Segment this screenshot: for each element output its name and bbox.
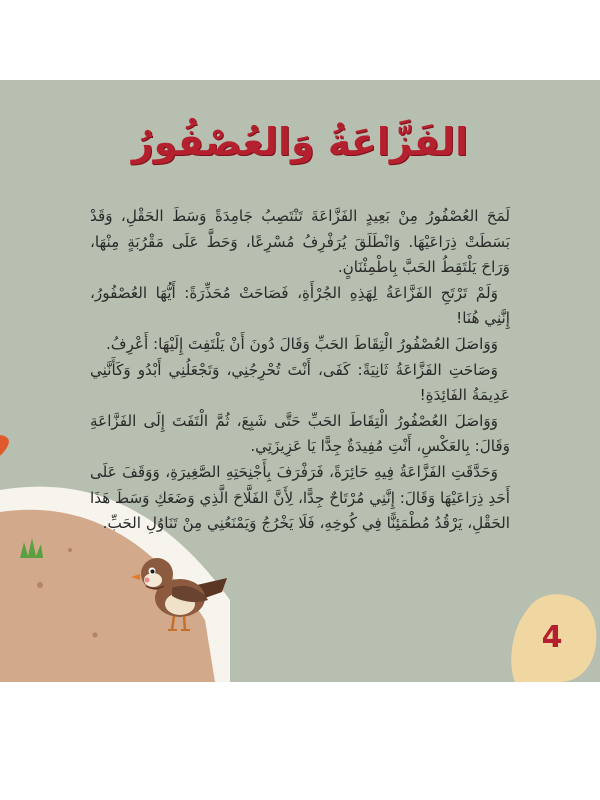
page-number: 4 <box>541 620 563 655</box>
flower-petal-icon <box>0 435 9 455</box>
page-title: الفَزَّاعَةُ وَالعُصْفُورُ <box>131 120 469 164</box>
story-paragraph-5: وَوَاصَلَ العُصْفُورُ الْتِقَاطَ الحَبِّ حَتَّى شَبِعَ، ثُمَّ الْتَفَتَ إِلَى الفَزَّاعَةِ وَقَالَ: بِالعَكْسِ، أَنْتِ مُفِيدَةٌ جِدًّا يَا عَزِيزَتِي. <box>90 411 510 456</box>
book-page <box>0 80 600 682</box>
story-paragraph-2: وَلَمْ تَرْتَحِ الفَزَّاعَةُ لِهَذِهِ الجُرْأَةِ، فَصَاحَتْ مُحَذِّرَةً: أَيُّهَا العُصْفُورُ، إِنَّنِي هُنَا! <box>90 283 510 328</box>
sparrow-icon <box>122 548 232 638</box>
story-paragraph-6: وَحَدَّقَتِ الفَزَّاعَةُ فِيهِ حَائِرَةً، فَرَفْرَفَ بِأَجْنِحَتِهِ الصَّغِيرَةِ، وَوَقَفَ عَلَى أَحَدِ ذِرَاعَيْهَا وَقَالَ: إِنَّنِي مُرْتَاحٌ جِدًّا، لِأَنَّ الفَلَّاحَ الَّذِي وَضَعَكِ وَسَطَ هَذَا الحَقْلِ، يَرْقُدُ مُطْمَئِنًّا فِي كُوخِهِ، فَلَا يَخْرُجُ وَيَمْنَعُنِي مِنْ تَنَاوُلِ الحَبِّ. <box>90 462 510 533</box>
story-paragraph-4: وَصَاحَتِ الفَزَّاعَةُ ثَانِيَةً: كَفَى، أَنْتَ تُحْرِجُنِي، وَتَجْعَلُنِي أَبْدُو وَكَأَنَّنِي عَدِيمَةُ الفَائِدَةِ! <box>90 360 510 405</box>
story-paragraph-3: وَوَاصَلَ العُصْفُورُ الْتِقَاطَ الحَبِّ وَقَالَ دُونَ أَنْ يَلْتَفِتَ إِلَيْهَا: أَعْرِفُ. <box>105 334 498 353</box>
story-paragraph-1: لَمَحَ العُصْفُورُ مِنْ بَعِيدٍ الفَزَّاعَةَ تَنْتَصِبُ جَامِدَةً وَسَطَ الحَقْلِ، وَقَدْ بَسَطَتْ ذِرَاعَيْهَا. وَانْطَلَقَ يُرَفْرِفُ مُسْرِعًا، وَحَطَّ عَلَى مَقْرُبَةٍ مِنْهَا، وَرَاحَ يَلْتَقِطُ الحَبَّ بِاطْمِئْنَانٍ. <box>90 207 510 277</box>
story-text <box>90 204 510 537</box>
